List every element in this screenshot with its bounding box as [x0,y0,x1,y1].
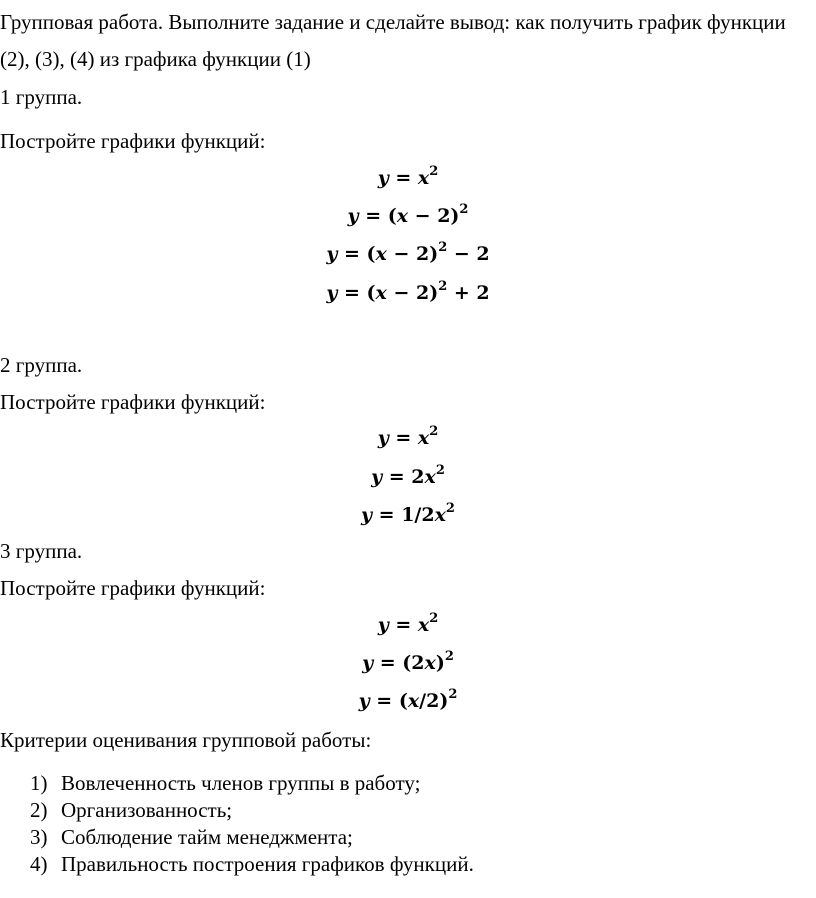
criteria-item-number: 1) [30,771,48,795]
group-2-prompt: Постройте графики функций: [0,390,266,414]
criteria-title: Критерии оценивания групповой работы: [0,728,372,752]
task-intro: Групповая работа. Выполните задание и сделайте вывод: как получить график функции (2), (3), (4) из графика функции (1) [0,10,786,71]
criteria-item-text: Организованность; [61,798,233,822]
criteria-item [30,851,474,877]
equation: $y = x^2$ [377,610,439,636]
criteria-item-text: Правильность построения графиков функций. [61,852,474,876]
criteria-item-number: 4) [30,852,48,876]
equation: $y = (x - 2)^2 + 2$ [326,278,490,304]
criteria-item-number: 2) [30,798,48,822]
criteria-item [30,770,420,796]
criteria-item [30,824,353,850]
group-3-title: 3 группа. [0,539,83,563]
equation: $y = (x/2)^2$ [358,686,458,712]
equation: $y = x^2$ [377,163,439,189]
equation: $y = 1/2x^2$ [361,500,455,526]
group-3-prompt: Постройте графики функций: [0,576,266,600]
criteria-item [30,797,232,823]
equation: $y = (x - 2)^2$ [347,201,469,227]
criteria-item-text: Соблюдение тайм менеджмента; [61,825,353,849]
equation: $y = 2x^2$ [371,462,445,488]
equation: $y = (x - 2)^2 - 2$ [326,239,490,265]
criteria-item-text: Вовлеченность членов группы в работу; [61,771,421,795]
equation: $y = x^2$ [377,423,439,449]
group-1-prompt: Постройте графики функций: [0,129,266,153]
group-2-title: 2 группа. [0,353,83,377]
equation: $y = (2x)^2$ [362,648,454,674]
group-1-title: 1 группа. [0,85,83,109]
criteria-item-number: 3) [30,825,48,849]
